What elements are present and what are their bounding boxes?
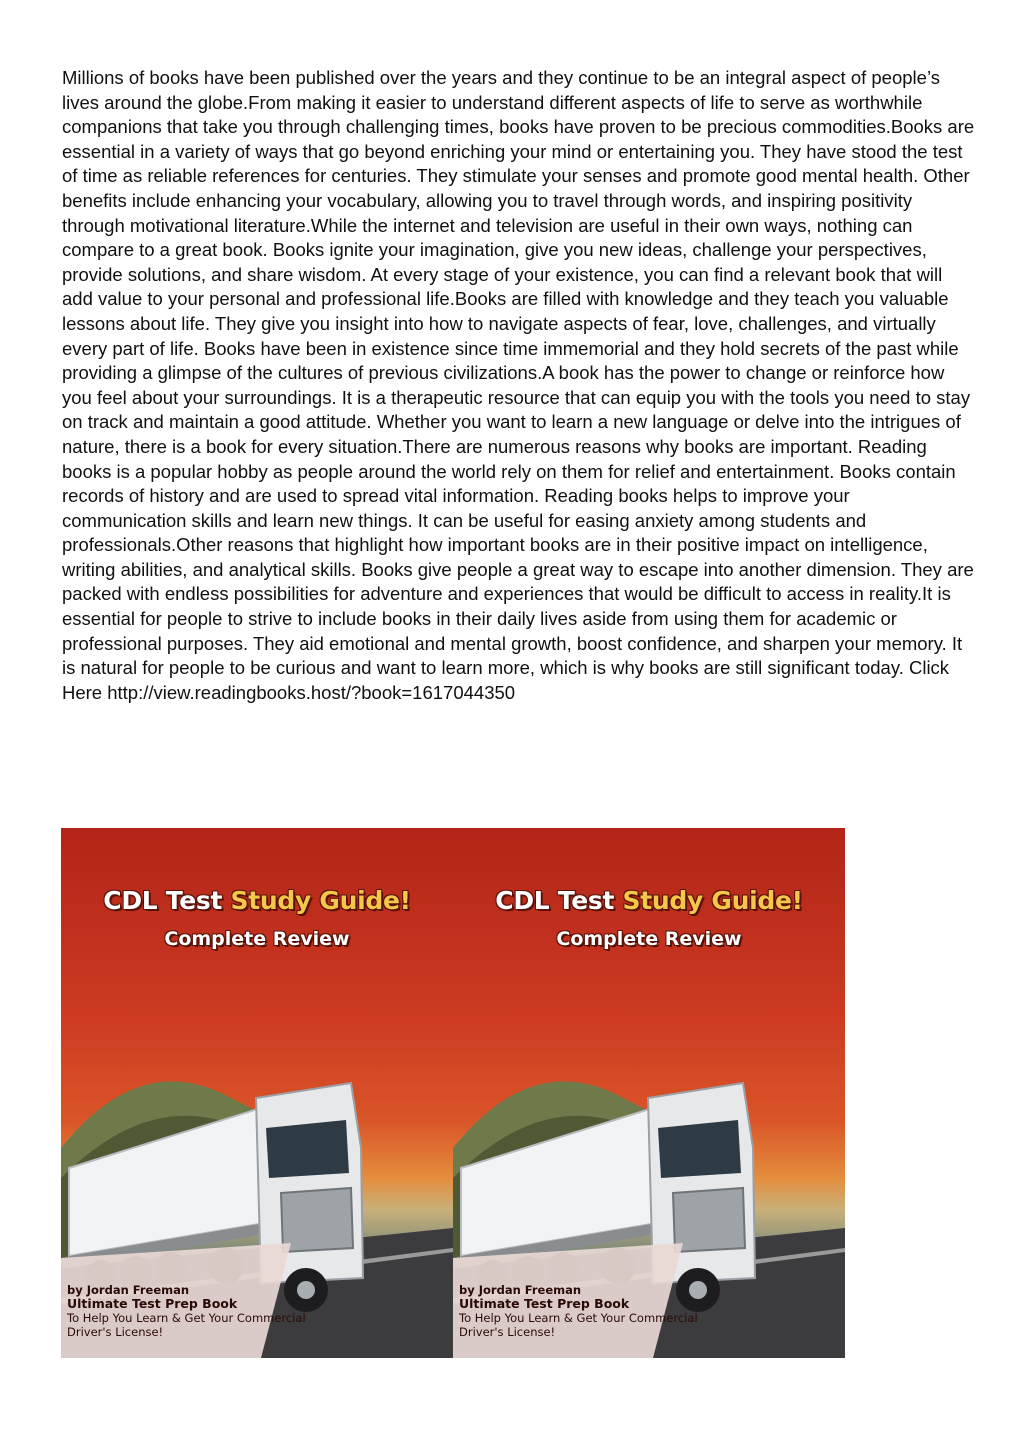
cover-author: by Jordan Freeman xyxy=(67,1283,190,1297)
cover-title-main: CDL Test xyxy=(103,886,231,915)
cover-tagline: Ultimate Test Prep Book xyxy=(459,1296,630,1311)
cover-subtitle: Complete Review xyxy=(164,928,350,950)
cover-description-line2: Driver's License! xyxy=(459,1325,556,1339)
windshield-shape xyxy=(658,1120,741,1178)
cover-subtitle: Complete Review xyxy=(556,928,742,950)
windshield-shape xyxy=(266,1120,349,1178)
cover-title-main: CDL Test xyxy=(495,886,623,915)
cover-title-accent: Study Guide! xyxy=(230,886,411,915)
book-cover-image xyxy=(61,828,845,1358)
cover-description-line2: Driver's License! xyxy=(67,1325,164,1339)
book-cover-left xyxy=(61,828,453,1358)
cover-description-line1: To Help You Learn & Get Your Commercial xyxy=(459,1311,698,1325)
book-cover-right xyxy=(453,828,845,1358)
cover-credits xyxy=(459,1283,739,1339)
grille-shape xyxy=(673,1188,745,1252)
cover-description-line1: To Help You Learn & Get Your Commercial xyxy=(67,1311,306,1325)
cover-credits xyxy=(67,1283,347,1339)
cover-author: by Jordan Freeman xyxy=(459,1283,582,1297)
cover-title xyxy=(61,886,453,915)
cover-title xyxy=(453,886,845,915)
body-text: Millions of books have been published over the years and they continue to be an integral aspect of people’s lives around the globe.From making it easier to understand different aspects of life to serve as worthwhile companions that take you through challenging times, books have proven to be precious commodities.Books are essential in a variety of ways that go beyond enriching your mind or entertaining you. They have stood the test of time as reliable references for centuries. They stimulate your senses and promote good mental health. Other benefits include enhancing your vocabulary, allowing you to travel through words, and inspiring positivity through motivational literature.While the internet and television are useful in their own ways, nothing can compare to a great book. Books ignite your imagination, give you new ideas, challenge your perspectives, provide solutions, and share wisdom. At every stage of your existence, you can find a relevant book that will add value to your personal and professional life.Books are filled with knowledge and they teach you valuable lessons about life. They give you insight into how to navigate aspects of fear, love, challenges, and virtually every part of life. Books have been in existence since time immemorial and they hold secrets of the past while providing a glimpse of the cultures of previous civilizations.A book has the power to change or reinforce how you feel about your surroundings. It is a therapeutic resource that can equip you with the tools you need to stay on track and maintain a good attitude. Whether you want to learn a new language or delve into the intrigues of nature, there is a book for every situation.There are numerous reasons why books are important. Reading books is a popular hobby as people around the world rely on them for relief and entertainment. Books contain records of history and are used to spread vital information. Reading books helps to improve your communication skills and learn new things. It can be useful for easing anxiety among students and professionals.Other reasons that highlight how important books are in their positive impact on intelligence, writing abilities, and analytical skills. Books give people a great way to escape into another dimension. They are packed with endless possibilities for adventure and experiences that would be difficult to access in reality.It is essential for people to strive to include books in their daily lives aside from using them for academic or professional purposes. They aid emotional and mental growth, boost confidence, and sharpen your memory. It is natural for people to be curious and want to learn more, which is why books are still significant today. Click Here http://view.readingbooks.host/?book=1617044350 xyxy=(62,67,975,703)
cover-tagline: Ultimate Test Prep Book xyxy=(67,1296,238,1311)
cover-title-accent: Study Guide! xyxy=(622,886,803,915)
grille-shape xyxy=(281,1188,353,1252)
